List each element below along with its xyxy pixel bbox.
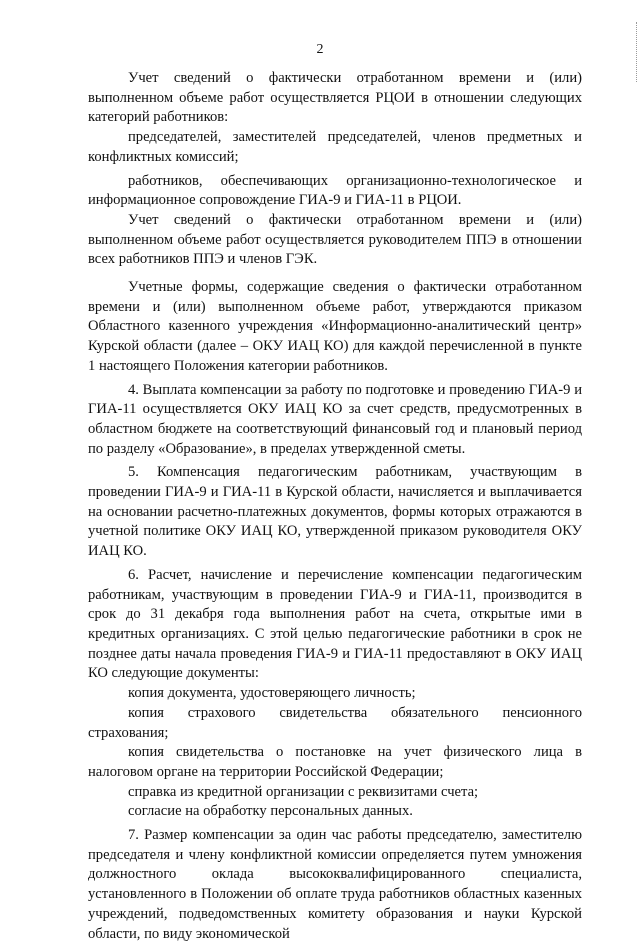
scan-edge-marks	[632, 22, 637, 82]
page-number: 2	[316, 42, 324, 57]
paragraph-item-7: 7. Размер компенсации за один час работы председателю, заместителю председателя и члену конфликтной комиссии определяется путем умножения должностного оклада высококвалифицированного специалиста, установленного в Положении об оплате труда работников областных казенных учреждений, подведомственных комитету образования и науки Курской области, по виду экономической	[88, 827, 582, 942]
paragraph-accounting-ppe: Учет сведений о фактически отработанном времени и (или) выполненном объеме работ осуществляется руководителем ППЭ в отношении всех работников ППЭ и членов ГЭК.	[88, 211, 582, 268]
document-list-item: согласие на обработку персональных данных.	[128, 803, 413, 820]
paragraph-accounting-rcoi: Учет сведений о фактически отработанном времени и (или) выполненном объеме работ осуществляется РЦОИ в отношении следующих категорий работников:	[88, 70, 582, 126]
paragraph-accounting-forms: Учетные формы, содержащие сведения о фактически отработанном времени и (или) выполненном объеме работ, утверждаются приказом Областного казенного учреждения «Информационно-аналитический центр» Курской области (далее – ОКУ ИАЦ КО) для каждой перечисленной в пункте 1 настоящего Положения категории работников.	[88, 279, 582, 374]
paragraph-item-6: 6. Расчет, начисление и перечисление компенсации педагогическим работникам, участвующим в проведении ГИА-9 и ГИА-11, производится в срок до 31 декабря года выполнения работ на счета, открытые ими в кредитных организациях. С этой целью педагогические работники в срок не позднее даты начала проведения ГИА-9 и ГИА-11 предоставляют в ОКУ ИАЦ КО следующие документы:	[88, 566, 582, 682]
paragraph-item-4: 4. Выплата компенсации за работу по подготовке и проведению ГИА-9 и ГИА-11 осуществляется ОКУ ИАЦ КО за счет средств, предусмотренных в областном бюджете на соответствующий финансовый год и плановый период по разделу «Образование», в пределах утвержденной сметы.	[88, 381, 582, 457]
paragraph-list-chairs: председателей, заместителей председателей, членов предметных и конфликтных комиссий;	[88, 129, 582, 165]
document-list-item: справка из кредитной организации с реквизитами счета;	[128, 783, 479, 800]
document-list-item: копия свидетельства о постановке на учет физического лица в налоговом органе на территории Российской Федерации;	[88, 744, 582, 780]
paragraph-item-5: 5. Компенсация педагогическим работникам, участвующим в проведении ГИА-9 и ГИА-11 в Курской области, начисляется и выплачивается на основании расчетно-платежных документов, формы которых отражаются в учетной политике ОКУ ИАЦ КО, утвержденной приказом руководителя ОКУ ИАЦ КО.	[88, 464, 582, 560]
document-list-item: копия страхового свидетельства обязательного пенсионного страхования;	[88, 704, 582, 741]
document-list-item: копия документа, удостоверяющего личность;	[128, 685, 416, 702]
document-body	[88, 69, 582, 944]
paragraph-list-support-staff: работников, обеспечивающих организационно-технологическое и информационное сопровождение ГИА-9 и ГИА-11 в РЦОИ.	[88, 172, 582, 209]
